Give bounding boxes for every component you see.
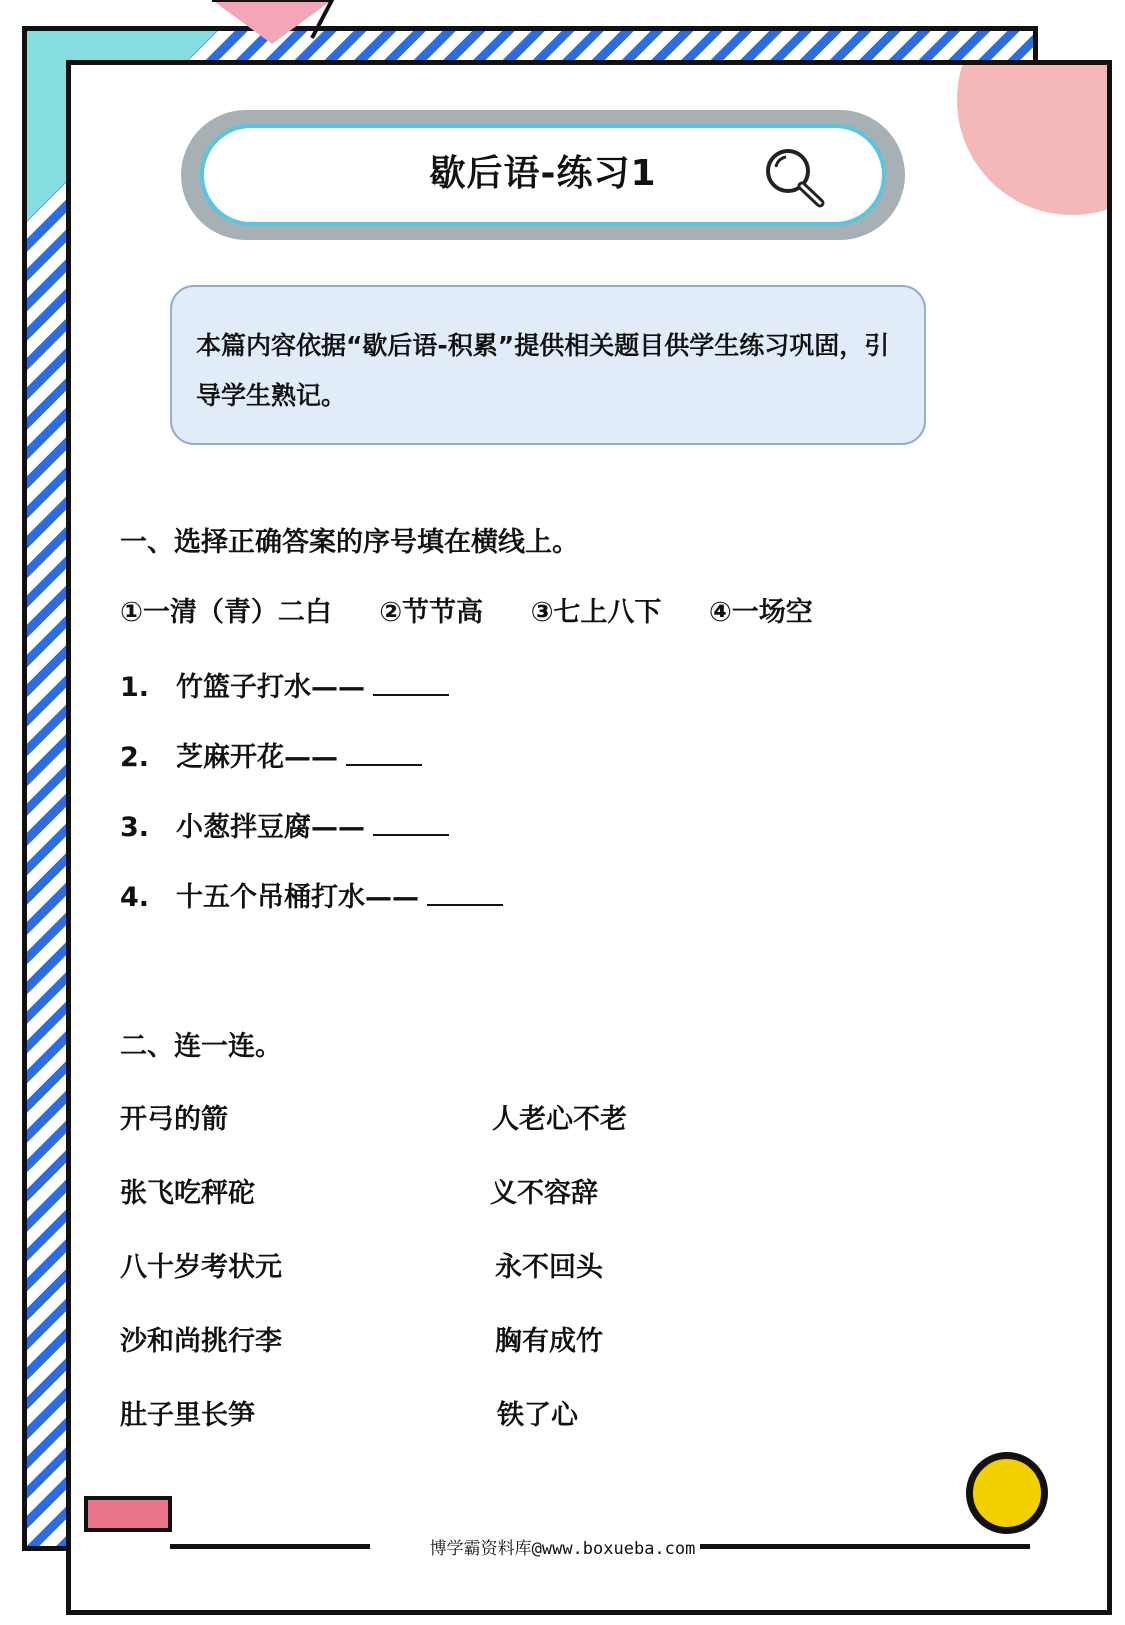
match-right-item[interactable]: 胸有成竹 bbox=[495, 1326, 603, 1357]
question-4 bbox=[120, 875, 503, 914]
match-left-item[interactable]: 八十岁考状元 bbox=[120, 1252, 282, 1283]
answer-blank[interactable] bbox=[373, 810, 449, 836]
search-icon bbox=[762, 145, 828, 209]
pink-rectangle-decoration bbox=[84, 1496, 172, 1532]
answer-blank[interactable] bbox=[427, 880, 503, 906]
question-text: 小葱拌豆腐—— bbox=[176, 812, 365, 843]
match-left-item[interactable]: 沙和尚挑行李 bbox=[120, 1326, 282, 1357]
footer-watermark: 博学霸资料库@www.boxueba.com bbox=[429, 1539, 696, 1559]
pink-triangle-outline bbox=[204, 0, 340, 44]
question-1 bbox=[120, 665, 449, 704]
question-number: 3. bbox=[120, 812, 150, 843]
question-3 bbox=[120, 805, 449, 844]
question-text: 竹篮子打水—— bbox=[176, 672, 365, 703]
question-text: 芝麻开花—— bbox=[176, 742, 338, 773]
match-right-item[interactable]: 人老心不老 bbox=[492, 1104, 627, 1135]
pink-circle-decoration bbox=[957, 60, 1112, 215]
option-4: ④一场空 bbox=[708, 597, 813, 628]
match-right-item[interactable]: 义不容辞 bbox=[490, 1178, 598, 1209]
section1-heading: 一、选择正确答案的序号填在横线上。 bbox=[120, 527, 579, 558]
question-number: 1. bbox=[120, 672, 150, 703]
match-left-item[interactable]: 开弓的箭 bbox=[120, 1104, 228, 1135]
yellow-circle-decoration bbox=[966, 1452, 1048, 1534]
answer-blank[interactable] bbox=[373, 670, 449, 696]
question-number: 4. bbox=[120, 882, 150, 913]
option-3: ③七上八下 bbox=[530, 597, 662, 628]
answer-blank[interactable] bbox=[346, 740, 422, 766]
option-1: ①一清（青）二白 bbox=[120, 597, 332, 628]
match-left-item[interactable]: 张飞吃秤砣 bbox=[120, 1178, 255, 1209]
match-left-item[interactable]: 肚子里长笋 bbox=[120, 1400, 255, 1431]
page-title: 歇后语-练习1 bbox=[429, 153, 657, 194]
question-text: 十五个吊桶打水—— bbox=[176, 882, 419, 913]
match-right-item[interactable]: 铁了心 bbox=[497, 1400, 578, 1431]
match-right-item[interactable]: 永不回头 bbox=[495, 1252, 603, 1283]
question-number: 2. bbox=[120, 742, 150, 773]
intro-box: 本篇内容依据“歇后语-积累”提供相关题目供学生练习巩固，引导学生熟记。 bbox=[170, 285, 926, 445]
option-2: ②节节高 bbox=[379, 597, 484, 628]
answer-options bbox=[120, 590, 851, 629]
section2-heading: 二、连一连。 bbox=[120, 1031, 282, 1062]
question-2 bbox=[120, 735, 422, 774]
